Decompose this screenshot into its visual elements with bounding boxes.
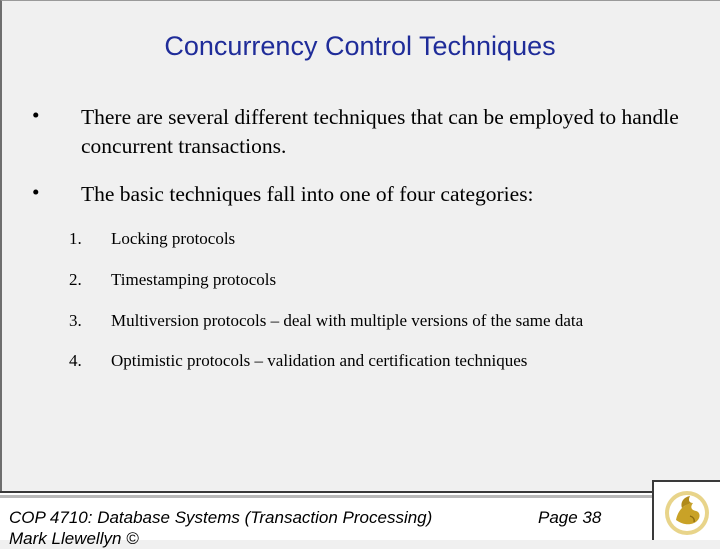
bullet-text: The basic techniques fall into one of four categories: — [81, 182, 534, 206]
list-text: Locking protocols — [111, 229, 236, 248]
bullet-mark: • — [32, 180, 40, 204]
list-number: 3. — [69, 311, 82, 330]
list-text: Optimistic protocols – validation and certification techniques — [111, 351, 528, 370]
logo-box — [652, 480, 720, 540]
list-text: Timestamping protocols — [111, 270, 277, 289]
footer-course: COP 4710: Database Systems (Transaction Processing) — [9, 508, 433, 527]
footer-author: Mark Llewellyn © — [9, 529, 139, 548]
footer-divider — [0, 495, 652, 498]
slide-title: Concurrency Control Techniques — [164, 31, 556, 61]
pegasus-logo-icon — [660, 486, 714, 538]
bullet-text: There are several different techniques that can be employed to handle concurrent transactions. — [81, 105, 679, 158]
list-number: 4. — [69, 351, 82, 370]
list-number: 2. — [69, 270, 82, 289]
list-text: Multiversion protocols – deal with multiple versions of the same data — [111, 311, 584, 330]
bullet-mark: • — [32, 103, 40, 127]
list-number: 1. — [69, 229, 82, 248]
footer-page-number: Page 38 — [538, 508, 602, 527]
